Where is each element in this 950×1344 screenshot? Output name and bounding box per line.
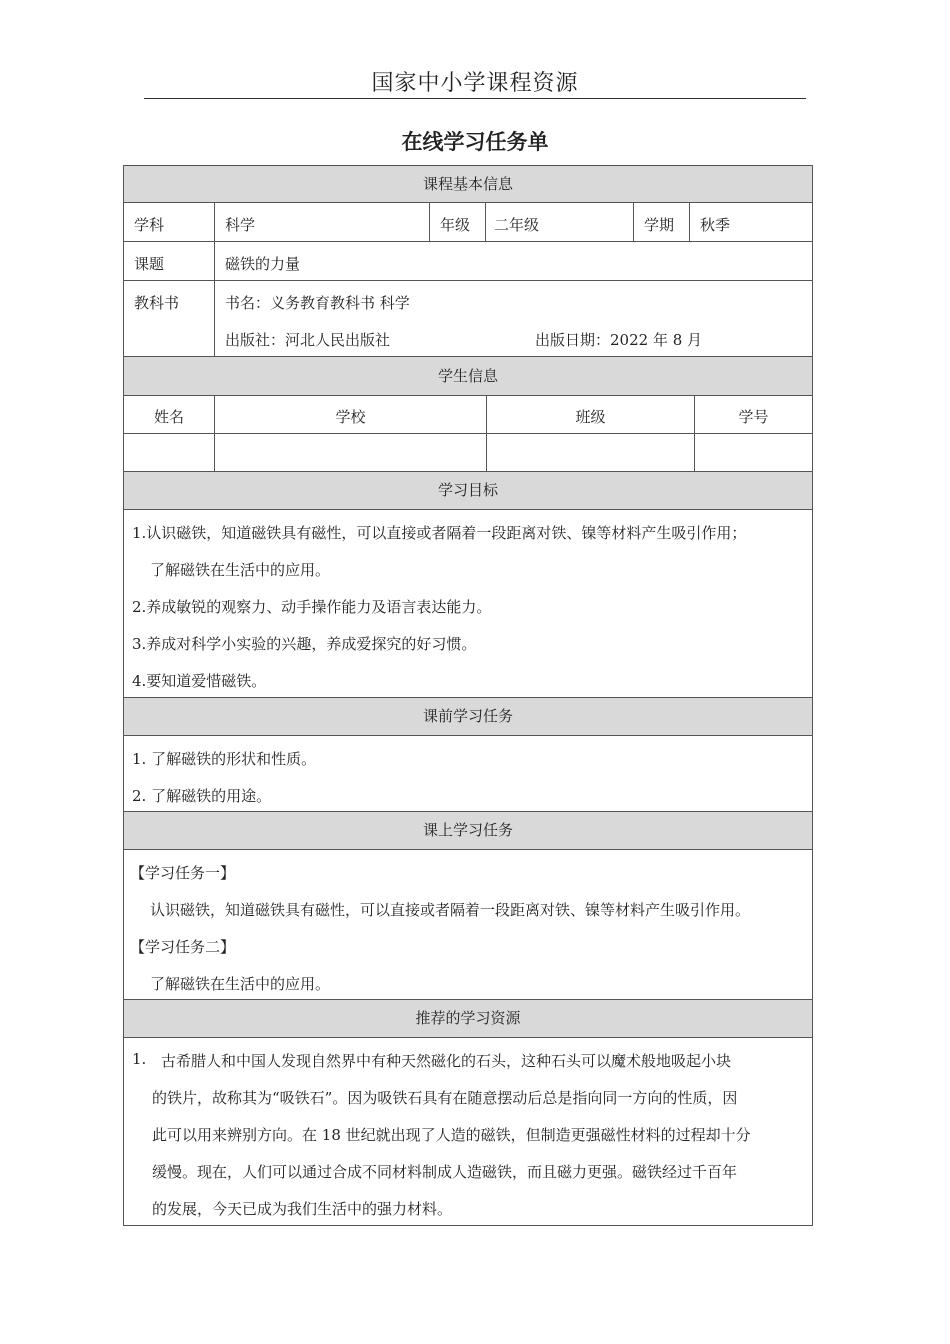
section-header-in-class [124, 812, 812, 850]
section-title: 学生信息 [437, 367, 498, 385]
task-two-heading: 【学习任务二】 [130, 938, 236, 956]
topic-value: 磁铁的力量 [214, 242, 812, 280]
task-sheet-table [123, 165, 813, 1226]
class-field[interactable] [486, 434, 694, 471]
section-title: 学习目标 [437, 481, 498, 499]
grade-label: 年级 [429, 203, 485, 241]
header-divider [144, 98, 806, 99]
pre-class-item: 2. 了解磁铁的用途。 [132, 787, 272, 805]
school-field[interactable] [214, 434, 486, 471]
resource-item-number: 1. [132, 1050, 147, 1068]
goal-item: 4.要知道爱惜磁铁。 [132, 672, 267, 690]
section-header-resources [124, 1000, 812, 1038]
column-class: 班级 [486, 396, 694, 433]
goal-item: 2.养成敏锐的观察力、动手操作能力及语言表达能力。 [132, 598, 492, 616]
textbook-row [124, 281, 812, 357]
goal-item: 了解磁铁在生活中的应用。 [150, 561, 331, 579]
term-value: 秋季 [689, 203, 812, 241]
site-title: 国家中小学课程资源 [371, 71, 579, 96]
goal-item: 3.养成对科学小实验的兴趣，养成爱探究的好习惯。 [132, 635, 477, 653]
resource-line: 的发展，今天已成为我们生活中的强力材料。 [152, 1200, 453, 1218]
goal-item: 1.认识磁铁，知道磁铁具有磁性，可以直接或者隔着一段距离对铁、镍等材料产生吸引作用； [132, 524, 747, 542]
publish-date: 出版日期：2022 年 8 月 [535, 331, 703, 349]
pre-class-item: 1. 了解磁铁的形状和性质。 [132, 750, 317, 768]
resource-line: 缓慢。现在，人们可以通过合成不同材料制成人造磁铁，而且磁力更强。磁铁经过千百年 [152, 1163, 738, 1181]
section-title: 课上学习任务 [422, 821, 513, 839]
book-name: 书名：义务教育教科书 科学 [225, 294, 410, 312]
subject-label: 学科 [134, 216, 165, 234]
subject-row [124, 203, 812, 242]
publisher: 出版社：河北人民出版社 [225, 331, 391, 349]
name-field[interactable] [124, 434, 214, 471]
task-two-text: 了解磁铁在生活中的应用。 [150, 975, 331, 993]
student-id-field[interactable] [694, 434, 812, 471]
student-columns-row [124, 396, 812, 434]
resources-content [124, 1038, 812, 1226]
section-header-learning-goals [124, 472, 812, 510]
textbook-label: 教科书 [134, 294, 180, 312]
resource-line: 古希腊人和中国人发现自然界中有种天然磁化的石头，这种石头可以魔术般地吸起小块 [161, 1052, 732, 1070]
grade-value: 二年级 [485, 203, 633, 241]
term-label: 学期 [633, 203, 689, 241]
topic-label: 课题 [134, 255, 165, 273]
section-title: 课前学习任务 [422, 707, 513, 725]
learning-goals-list [124, 510, 812, 698]
student-values-row [124, 434, 812, 472]
section-title: 课程基本信息 [422, 175, 513, 193]
resource-line: 的铁片，故称其为“吸铁石”。因为吸铁石具有在随意摆动后总是指向同一方向的性质，因 [152, 1089, 738, 1107]
column-student-id: 学号 [694, 396, 812, 433]
in-class-tasks [124, 850, 812, 1000]
task-one-heading: 【学习任务一】 [130, 864, 236, 882]
pre-class-list [124, 736, 812, 812]
textbook-info [214, 281, 812, 356]
subject-value: 科学 [214, 203, 429, 241]
topic-row [124, 242, 812, 281]
column-name: 姓名 [153, 408, 184, 426]
task-one-text: 认识磁铁，知道磁铁具有磁性，可以直接或者隔着一段距离对铁、镍等材料产生吸引作用。 [150, 901, 751, 919]
section-header-student-info [124, 357, 812, 396]
section-header-course-info [124, 166, 812, 203]
section-header-pre-class [124, 698, 812, 736]
column-school: 学校 [214, 396, 486, 433]
section-title: 推荐的学习资源 [415, 1009, 521, 1027]
resource-line: 此可以用来辨别方向。在 18 世纪就出现了人造的磁铁，但制造更强磁性材料的过程却十分 [152, 1126, 751, 1144]
document-title: 在线学习任务单 [401, 130, 549, 154]
